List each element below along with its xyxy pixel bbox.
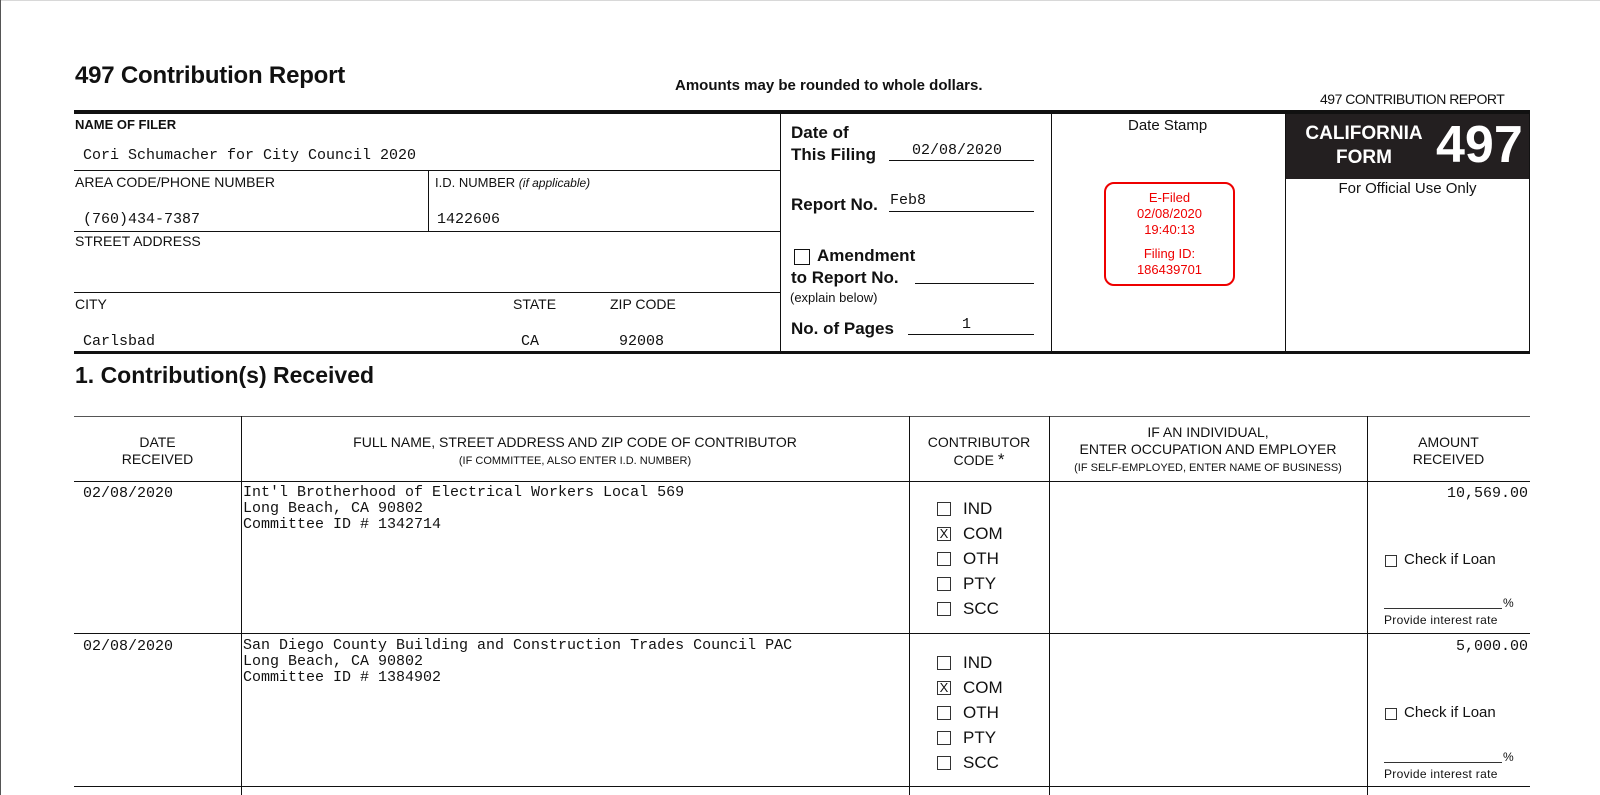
row-date: 02/08/2020 [83,485,174,502]
underline [889,211,1034,212]
form-title: 497 Contribution Report [75,62,346,89]
report-number: Feb8 [890,192,927,209]
code-scc-label: SCC [963,599,999,618]
interest-rate-line [1384,608,1502,609]
amendment-checkbox[interactable] [794,249,810,265]
state-label: STATE [513,296,557,312]
contributor-code-options [937,496,1003,621]
divider [1529,114,1530,351]
contributor-committee-id: Committee ID # 1384902 [243,669,442,686]
contributor-address: Long Beach, CA 90802 [243,500,424,517]
filer-name: Cori Schumacher for City Council 2020 [83,147,417,164]
amount-received: 5,000.00 [1455,638,1528,655]
underline [908,334,1034,335]
check-if-loan-label: Check if Loan [1404,704,1496,721]
contributor-details [243,485,684,533]
amendment-label: Amendment [817,246,916,265]
percent-sign: % [1503,596,1514,610]
code-scc-checkbox[interactable] [937,756,951,770]
code-oth-label: OTH [963,549,999,568]
interest-rate-label: Provide interest rate [1384,613,1498,627]
header-contributor-code: CONTRIBUTOR CODE * [927,434,1031,469]
column-divider [1367,416,1368,795]
contributor-address: Long Beach, CA 90802 [243,653,424,670]
section-title: 1. Contribution(s) Received [75,362,375,388]
percent-sign: % [1503,750,1514,764]
divider [780,114,781,351]
filing-date: 02/08/2020 [912,142,1003,159]
form-word: FORM [1336,147,1392,168]
city-label: CITY [75,296,107,312]
page-left-edge [0,0,1,795]
zip-label: ZIP CODE [610,296,676,312]
filer-city: Carlsbad [83,333,156,350]
code-oth-checkbox[interactable] [937,552,951,566]
contributor-code-options [937,650,1003,775]
official-use-label: For Official Use Only [1338,180,1477,197]
check-if-loan-checkbox[interactable] [1385,708,1397,720]
code-com-label: COM [963,524,1003,543]
code-pty-label: PTY [963,728,997,747]
code-scc-label: SCC [963,753,999,772]
corner-label: 497 CONTRIBUTION REPORT [1320,91,1505,107]
code-pty-checkbox[interactable] [937,731,951,745]
page-top-edge [0,0,1600,1]
amount-received: 10,569.00 [1446,485,1528,502]
name-of-filer-label: NAME OF FILER [75,117,177,132]
report-number-label: Report No. [791,195,878,214]
underline [915,283,1034,284]
underline [889,160,1034,161]
contributor-committee-id: Committee ID # 1342714 [243,516,442,533]
filer-phone: (760)434-7387 [83,211,201,228]
header-contributor-name: FULL NAME, STREET ADDRESS AND ZIP CODE OF CONTRIBUTOR (IF COMMITTEE, ALSO ENTER I.D. NUMBER) [353,434,797,467]
check-if-loan-label: Check if Loan [1404,551,1496,568]
id-number-label: I.D. NUMBER (if applicable) [435,175,591,190]
table-top-rule [74,416,1530,417]
column-divider [909,416,910,795]
divider [74,170,780,171]
contributor-name: Int'l Brotherhood of Electrical Workers Local 569 [243,484,685,501]
row-date: 02/08/2020 [83,638,174,655]
code-ind-checkbox[interactable] [937,656,951,670]
number-of-pages: 1 [962,316,972,333]
filer-id-number: 1422606 [437,211,501,228]
form-number: 497 [1436,116,1523,174]
code-com-label: COM [963,678,1003,697]
date-stamp-label: Date Stamp [1128,117,1208,134]
code-ind-label: IND [963,499,993,518]
code-com-checkbox[interactable]: X [937,681,951,695]
row-divider [74,786,1530,787]
street-label: STREET ADDRESS [75,233,201,249]
california-label: CALIFORNIA [1305,123,1423,144]
header-occupation-employer: IF AN INDIVIDUAL, ENTER OCCUPATION AND EMPLOYER (IF SELF-EMPLOYED, ENTER NAME OF BUSINESS) [1074,424,1342,474]
header-amount-received: AMOUNT RECEIVED [1412,434,1485,467]
divider [1051,114,1052,351]
contributor-details [243,638,792,686]
number-of-pages-label: No. of Pages [791,319,894,338]
phone-label: AREA CODE/PHONE NUMBER [75,174,275,190]
efiled-stamp: E-Filed 02/08/2020 19:40:13 Filing ID: 186439701 [1104,182,1235,286]
california-form-badge [1286,114,1529,179]
contributor-name: San Diego County Building and Construction Trades Council PAC [243,637,793,654]
code-pty-checkbox[interactable] [937,577,951,591]
check-if-loan-checkbox[interactable] [1385,555,1397,567]
explain-below-label: (explain below) [790,290,878,305]
code-scc-checkbox[interactable] [937,602,951,616]
interest-rate-label: Provide interest rate [1384,767,1498,781]
interest-rate-line [1384,762,1502,763]
header-date-received: DATE RECEIVED [121,434,194,467]
column-divider [241,416,242,795]
code-oth-label: OTH [963,703,999,722]
rounding-note: Amounts may be rounded to whole dollars. [675,77,983,94]
header-bottom-rule [74,351,1530,354]
divider [74,292,780,293]
code-oth-checkbox[interactable] [937,706,951,720]
divider [74,231,780,232]
code-pty-label: PTY [963,574,997,593]
amendment-report-label: to Report No. [791,268,899,287]
code-ind-checkbox[interactable] [937,502,951,516]
row-divider [74,633,1530,634]
table-header-rule [74,481,1530,482]
filer-zip: 92008 [619,333,665,350]
divider [428,171,429,231]
date-of-filing-label: Date of This Filing [791,123,876,164]
code-ind-label: IND [963,653,993,672]
filer-state: CA [521,333,540,350]
code-com-checkbox[interactable]: X [937,527,951,541]
